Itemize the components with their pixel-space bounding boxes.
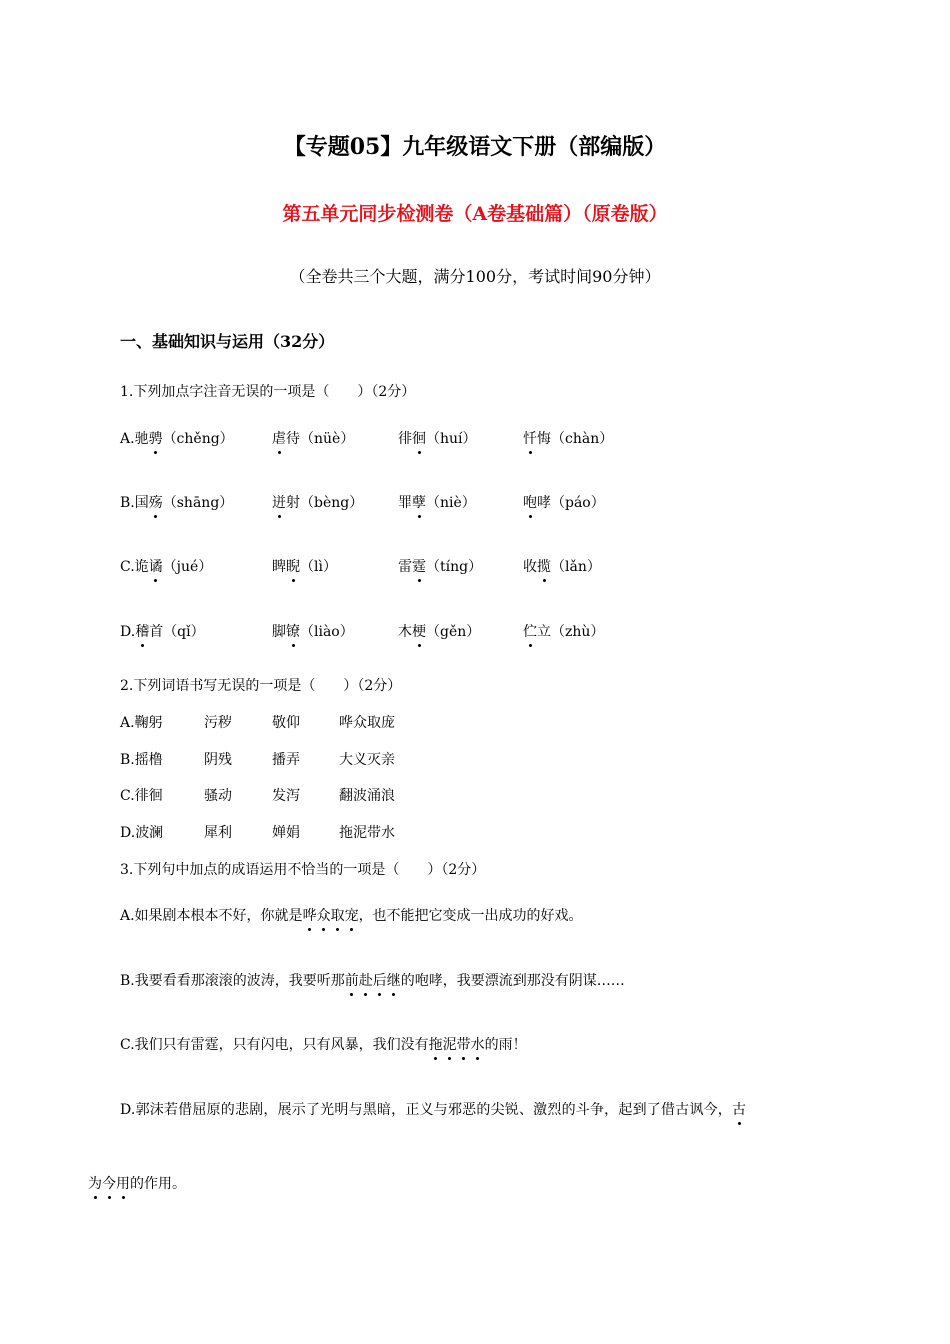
word-post: 首 [149, 624, 164, 640]
q1-option-a-item-3 [398, 428, 477, 448]
q3-option-c [120, 1034, 527, 1054]
word: 污秽 [204, 715, 232, 731]
dotted-char: 继 [387, 970, 401, 990]
page-title: 【专题05】九年级语文下册（部编版） [283, 134, 667, 160]
word: 哗众取庞 [339, 715, 395, 731]
dotted-char: 取 [331, 905, 345, 925]
q1-stem: 1.下列加点字注音无误的一项是（ ）（2分） [120, 384, 416, 400]
word-py: （huí） [426, 431, 477, 447]
dotted-char: 宠 [345, 905, 359, 925]
q2-option-b-word-3 [272, 749, 300, 769]
word-dot: 迸 [272, 492, 286, 512]
q3-d-post: 的作用。 [130, 1176, 186, 1192]
q1-option-a-item-2 [272, 428, 354, 448]
q1-option-b-item-3 [398, 492, 476, 512]
word: 摇橹 [134, 752, 163, 768]
dotted-char: 赴 [359, 970, 373, 990]
word-py: （nüè） [300, 431, 355, 447]
word: 大义灭亲 [339, 752, 395, 768]
q3-c-pre: C.我们只有雷霆，只有闪电，只有风暴，我们没有 [120, 1037, 429, 1053]
q3-a-pre: A.如果剧本根本不好，你就是 [120, 908, 303, 924]
word-py: （niè） [426, 495, 476, 511]
q3-option-d-line2 [88, 1173, 186, 1193]
q2-option-c-word-3 [272, 785, 300, 805]
q3-a-post: ，也不能把它变成一出成功的好戏。 [358, 908, 583, 924]
dotted-char: 古 [732, 1099, 746, 1119]
word-py: （páo） [551, 495, 605, 511]
word: 翻波涌浪 [339, 788, 395, 804]
word-pre: 驰 [134, 431, 149, 447]
q2-option-a-word-3 [272, 712, 300, 732]
q2-stem: 2.下列词语书写无误的一项是（ ）（2分） [120, 678, 402, 694]
word-dot: 梗 [412, 621, 426, 641]
option-label: B. [120, 752, 135, 768]
word-dot: 骋 [149, 428, 163, 448]
word: 犀利 [204, 825, 232, 841]
word-pre: 徘 [398, 431, 412, 447]
word-py: （chěng） [162, 431, 234, 447]
option-label: A. [120, 715, 135, 731]
word-pre: 木 [398, 624, 412, 640]
word-pre: 脚 [272, 624, 286, 640]
q1-option-c-item-1 [120, 556, 212, 576]
word-py: （tíng） [426, 559, 483, 575]
q3-d-dotted-1 [732, 1102, 746, 1118]
word-dot: 徊 [412, 428, 426, 448]
dotted-char: 拖 [429, 1034, 443, 1054]
section-heading: 一、基础知识与运用（32分） [120, 332, 335, 351]
word-dot: 忏 [523, 428, 537, 448]
word-post: 立 [537, 624, 551, 640]
word-dot: 伫 [523, 621, 537, 641]
exam-note: （全卷共三个大题，满分100分，考试时间90分钟） [289, 267, 661, 286]
word-pre: 收 [523, 559, 537, 575]
dotted-char: 带 [457, 1034, 471, 1054]
q1-option-b-item-1 [120, 492, 233, 512]
q1-option-b-item-2 [272, 492, 363, 512]
word-post: 待 [286, 431, 300, 447]
word-post: 悔 [537, 431, 551, 447]
dotted-char: 哗 [303, 905, 317, 925]
q3-c-dotted [429, 1037, 485, 1053]
word: 播弄 [272, 752, 300, 768]
word-py: （chàn） [551, 431, 614, 447]
word-py: （lǎn） [551, 559, 601, 575]
word: 阴残 [204, 752, 232, 768]
word-pre: 睥 [272, 559, 286, 575]
q2-option-b-word-2 [204, 749, 232, 769]
word-dot: 谲 [149, 556, 163, 576]
word-dot: 镣 [286, 621, 300, 641]
q2-option-a-word-2 [204, 712, 232, 732]
q3-a-dotted [303, 908, 359, 924]
q2-option-d-word-1 [120, 822, 163, 842]
q2-option-c-word-1 [120, 785, 163, 805]
word-dot: 殇 [149, 492, 163, 512]
q2-option-b-word-4 [339, 749, 395, 769]
q1-option-d-item-1 [120, 621, 205, 641]
q1-option-d-item-4 [523, 621, 604, 641]
word-py: （qǐ） [163, 624, 205, 640]
q3-c-post: 的雨！ [484, 1037, 527, 1053]
q3-d-pre: D.郭沫若借屈原的悲剧，展示了光明与黑暗，正义与邪恶的尖锐、激烈的斗争，起到了借古讽今， [120, 1102, 732, 1118]
q1-option-d-item-2 [272, 621, 354, 641]
q2-option-a-word-1 [120, 712, 163, 732]
word: 徘徊 [134, 788, 163, 804]
word-pre: 诡 [134, 559, 149, 575]
q3-d-dotted-2 [88, 1176, 130, 1192]
option-label: C. [120, 559, 135, 575]
word-py: （liào） [300, 624, 354, 640]
word-dot: 霆 [412, 556, 426, 576]
word-post: 哮 [537, 495, 551, 511]
word-py: （shāng） [162, 495, 234, 511]
q3-option-a [120, 905, 583, 925]
option-label: D. [120, 624, 136, 640]
option-label: D. [120, 825, 136, 841]
word: 骚动 [204, 788, 232, 804]
q2-option-b-word-1 [120, 749, 163, 769]
word: 敬仰 [272, 715, 300, 731]
word-py: （gěn） [426, 624, 481, 640]
word-dot: 孽 [412, 492, 426, 512]
q2-option-a-word-4 [339, 712, 395, 732]
word-pre: 雷 [398, 559, 412, 575]
word-py: （lì） [300, 559, 337, 575]
word-dot: 咆 [523, 492, 537, 512]
word-py: （zhù） [551, 624, 605, 640]
q2-option-c-word-4 [339, 785, 395, 805]
word-dot: 睨 [286, 556, 300, 576]
q1-option-c-item-4 [523, 556, 601, 576]
word: 拖泥带水 [339, 825, 395, 841]
option-label: B. [120, 495, 135, 511]
dotted-char: 用 [116, 1173, 130, 1193]
dotted-char: 泥 [443, 1034, 457, 1054]
word-dot: 稽 [135, 621, 149, 641]
q3-option-b [120, 970, 625, 990]
word-pre: 罪 [398, 495, 412, 511]
word-dot: 揽 [537, 556, 551, 576]
q3-option-d-line1 [120, 1099, 746, 1119]
word-pre: 国 [134, 495, 149, 511]
q1-option-a-item-4 [523, 428, 613, 448]
dotted-char: 水 [471, 1034, 485, 1054]
dotted-char: 今 [102, 1173, 116, 1193]
q3-b-dotted [345, 973, 401, 989]
q3-b-pre: B.我要看看那滚滚的波涛，我要听那 [120, 973, 345, 989]
q1-option-d-item-3 [398, 621, 480, 641]
q1-option-b-item-4 [523, 492, 605, 512]
q2-option-c-word-2 [204, 785, 232, 805]
q1-option-a-item-1 [120, 428, 234, 448]
word-dot: 虐 [272, 428, 286, 448]
page-subtitle: 第五单元同步检测卷（A卷基础篇）（原卷版） [282, 203, 668, 225]
q1-option-c-item-2 [272, 556, 337, 576]
word: 发泻 [272, 788, 300, 804]
q2-option-d-word-2 [204, 822, 232, 842]
word: 波澜 [135, 825, 164, 841]
dotted-char: 前 [345, 970, 359, 990]
word-py: （bèng） [300, 495, 364, 511]
q2-option-d-word-4 [339, 822, 395, 842]
option-label: A. [120, 431, 135, 447]
dotted-char: 后 [373, 970, 387, 990]
word-py: （jué） [162, 559, 213, 575]
q2-option-d-word-3 [272, 822, 300, 842]
dotted-char: 为 [88, 1173, 102, 1193]
q1-option-c-item-3 [398, 556, 482, 576]
word: 婵娟 [272, 825, 300, 841]
dotted-char: 众 [317, 905, 331, 925]
word: 鞠躬 [134, 715, 163, 731]
q3-b-post: 的咆哮，我要漂流到那没有阴谋…… [400, 973, 625, 989]
option-label: C. [120, 788, 135, 804]
q3-stem: 3.下列句中加点的成语运用不恰当的一项是（ ）（2分） [120, 862, 486, 878]
word-post: 射 [286, 495, 300, 511]
